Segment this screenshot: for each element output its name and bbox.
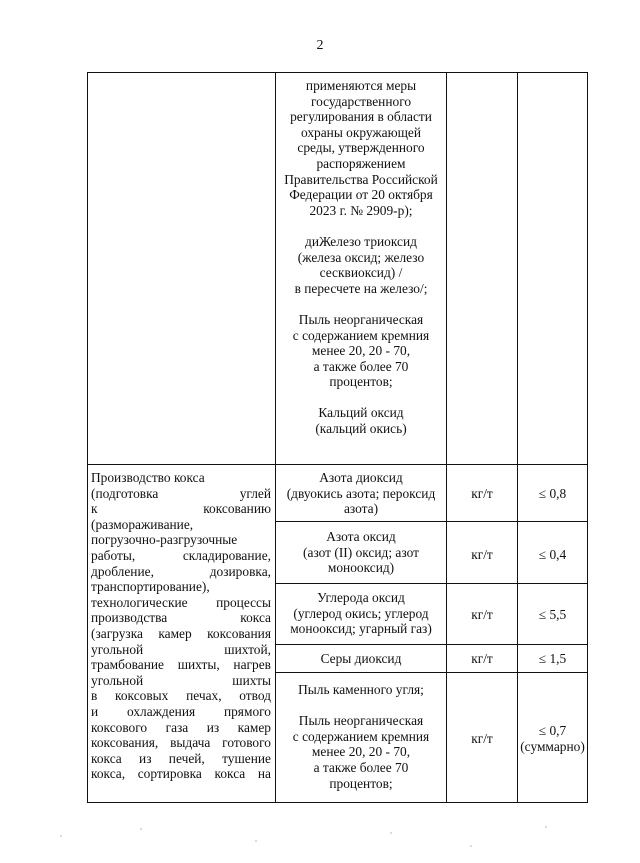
text-line: распоряжением bbox=[316, 155, 406, 171]
text-line: сесквиоксид) / bbox=[319, 265, 403, 281]
limit-cell: ≤ 5,5 bbox=[538, 607, 567, 622]
text-line: (двуокись азота; пероксид bbox=[286, 485, 436, 501]
text-line: Пыль неорганическая bbox=[298, 713, 424, 729]
text-line: с содержанием кремния bbox=[292, 327, 430, 343]
text-line: процентов; bbox=[329, 374, 393, 390]
limit-cell: ≤ 1,5 bbox=[538, 651, 567, 666]
text-line: менее 20, 20 - 70, bbox=[311, 744, 411, 760]
pollutant-cell-dust bbox=[276, 682, 446, 791]
unit-cell: кг/т bbox=[471, 607, 493, 622]
process-line: дробление, дозировка, bbox=[91, 563, 271, 579]
text-line: (азот (II) оксид; азот bbox=[303, 544, 419, 560]
page-number: 2 bbox=[316, 38, 324, 53]
text-line: среды, утвержденного bbox=[297, 140, 425, 156]
process-line: в коксовых печах, отвод bbox=[91, 688, 271, 704]
text-line: применяются меры bbox=[305, 78, 417, 93]
text-line: Пыль неорганическая bbox=[298, 311, 424, 327]
process-line: трамбование шихты, нагрев bbox=[91, 657, 271, 673]
text-line: с содержанием кремния bbox=[292, 728, 430, 744]
text-line: Азота диоксид bbox=[319, 470, 403, 485]
unit-cell: кг/т bbox=[471, 731, 493, 746]
continued-pollutants-cell bbox=[276, 78, 446, 437]
text-line: 2023 г. № 2909-р); bbox=[309, 202, 413, 218]
text-line: Федерации от 20 октября bbox=[289, 187, 433, 203]
scan-speck bbox=[470, 845, 472, 847]
text-line: Серы диоксид bbox=[320, 651, 402, 666]
process-line: кокса из печей, тушение bbox=[91, 750, 271, 766]
row-divider-2 bbox=[275, 583, 588, 584]
process-line: работы, складирование, bbox=[91, 547, 271, 563]
blank-line bbox=[276, 698, 446, 714]
text-line: (железа оксид; железо bbox=[297, 249, 425, 265]
table-border-left bbox=[87, 72, 88, 803]
process-line: погрузочно-разгрузочные bbox=[91, 532, 238, 548]
row-divider-4 bbox=[275, 672, 588, 673]
scan-speck bbox=[60, 835, 62, 837]
text-line: Правительства Российской bbox=[284, 171, 438, 187]
process-line: угольной шихты bbox=[91, 672, 271, 688]
unit-cell: кг/т bbox=[471, 486, 493, 501]
process-line: (размораживание, bbox=[91, 516, 194, 532]
limit-cell: ≤ 0,8 bbox=[538, 486, 567, 501]
text-line: Пыль каменного угля; bbox=[298, 682, 424, 697]
table-border-col3 bbox=[517, 72, 518, 803]
process-line: (загрузка камер коксования bbox=[91, 625, 271, 641]
text-line: азота) bbox=[343, 501, 379, 517]
limit-cell: ≤ 0,4 bbox=[538, 547, 567, 562]
pollutant-cell-nitrogen-oxide bbox=[276, 529, 446, 576]
pollutant-cell-sulfur-dioxide bbox=[276, 651, 446, 667]
row-divider-3 bbox=[275, 644, 588, 645]
text-line: охраны окружающей bbox=[300, 124, 422, 140]
process-line: коксования, выдача готового bbox=[91, 735, 271, 751]
table-border-bottom bbox=[87, 802, 588, 803]
process-line: коксового газа из камер bbox=[91, 719, 271, 735]
text-line: (углерод окись; углерод bbox=[293, 605, 429, 621]
process-line: технологические процессы bbox=[91, 594, 271, 610]
blank-line bbox=[276, 218, 446, 234]
table-border-col2 bbox=[446, 72, 447, 803]
table-border-right bbox=[587, 72, 588, 803]
unit-cell: кг/т bbox=[471, 651, 493, 666]
process-line: производства кокса bbox=[91, 610, 271, 626]
scan-speck bbox=[255, 840, 257, 842]
process-line: Производство кокса bbox=[91, 470, 205, 485]
blank-line bbox=[276, 296, 446, 312]
process-line: (подготовка углей bbox=[91, 485, 271, 501]
row-divider-coke bbox=[87, 464, 588, 465]
text-line: процентов; bbox=[329, 775, 393, 791]
pollutant-cell-carbon-monoxide bbox=[276, 590, 446, 637]
table-border-top bbox=[87, 72, 588, 73]
text-line: а также более 70 bbox=[313, 358, 409, 374]
pollutant-cell-nitrogen-dioxide bbox=[276, 470, 446, 517]
process-line: и охлаждения прямого bbox=[91, 703, 271, 719]
process-line: кокса, сортировка кокса на bbox=[91, 766, 271, 782]
text-line: в пересчете на железо/; bbox=[294, 280, 428, 296]
process-line: угольной шихтой, bbox=[91, 641, 271, 657]
process-line: к коксованию bbox=[91, 501, 271, 517]
limit-cell bbox=[518, 723, 587, 754]
text-line: менее 20, 20 - 70, bbox=[311, 343, 411, 359]
limit-line: (суммарно) bbox=[520, 738, 585, 754]
text-line: (кальций окись) bbox=[315, 421, 407, 437]
text-line: монооксид; угарный газ) bbox=[290, 621, 432, 637]
text-line: Кальций оксид bbox=[318, 405, 404, 421]
text-line: регулирования в области bbox=[290, 109, 432, 125]
unit-cell: кг/т bbox=[471, 547, 493, 562]
scan-speck bbox=[545, 826, 547, 828]
scan-speck bbox=[390, 832, 392, 834]
text-line: государственного bbox=[310, 93, 412, 109]
scan-speck bbox=[140, 828, 142, 830]
text-line: а также более 70 bbox=[313, 759, 409, 775]
text-line: монооксид) bbox=[327, 560, 395, 576]
process-line: транспортирование), bbox=[91, 579, 210, 595]
row-divider-1 bbox=[275, 521, 588, 522]
limit-line: ≤ 0,7 bbox=[538, 723, 567, 738]
blank-line bbox=[276, 390, 446, 406]
text-line: Углерода оксид bbox=[317, 590, 405, 605]
text-line: Азота оксид bbox=[326, 529, 396, 544]
coke-process-cell bbox=[91, 470, 271, 782]
text-line: диЖелезо триоксид bbox=[305, 233, 417, 249]
